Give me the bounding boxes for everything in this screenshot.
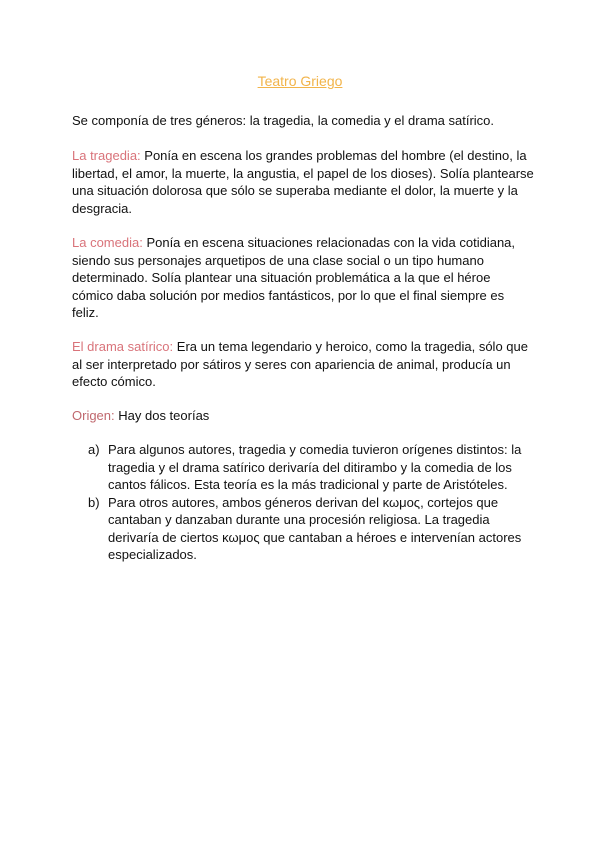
drama-satirico-text: Era un tema legendario y heroico, como la tragedia, sólo que al ser interpretado por sátiros y seres con apariencia de animal, producía un efecto cómico. [72, 339, 528, 389]
list-item-text: Para algunos autores, tragedia y comedia tuvieron orígenes distintos: la tragedia y el drama satírico derivaría del ditirambo y la comedia de los cantos fálicos. Esta teoría es la más tradicional y parte de Aristóteles. [108, 442, 522, 492]
drama-satirico-paragraph [72, 338, 534, 391]
list-item [88, 441, 534, 494]
comedia-label: La comedia: [72, 235, 143, 250]
origen-text: Hay dos teorías [114, 408, 210, 423]
list-marker: b) [88, 494, 100, 510]
origen-label: Origen: [72, 408, 115, 423]
document-title: Teatro Griego [257, 73, 343, 89]
comedia-paragraph [72, 234, 534, 322]
drama-satirico-label: El drama satírico: [72, 339, 174, 354]
list-item [88, 494, 534, 564]
theories-list [88, 441, 534, 564]
tragedia-text: Ponía en escena los grandes problemas del hombre (el destino, la libertad, el amor, la muerte, la angustia, el papel de los dioses). Solía plantearse una situación dolorosa que sólo se superaba mediante el dolor, la muerte y la desgracia. [72, 148, 534, 216]
tragedia-paragraph [72, 147, 534, 217]
comedia-text: Ponía en escena situaciones relacionadas con la vida cotidiana, siendo sus personajes arquetipos de una clase social o un tipo humano determinado. Solía plantear una situación problemática a la que el héroe cómico daba solución por medios fantásticos, por lo que el final siempre es feliz. [72, 235, 516, 320]
list-marker: a) [88, 442, 100, 457]
origen-paragraph [72, 407, 534, 425]
intro-paragraph: Se componía de tres géneros: la tragedia, la comedia y el drama satírico. [72, 113, 494, 128]
tragedia-label: La tragedia: [72, 148, 141, 163]
list-item-text: Para otros autores, ambos géneros derivan del κωμος, cortejos que cantaban y danzaban durante una procesión religiosa. La tragedia derivaría de ciertos κωμος que cantaban a héroes e intervenían actores especializados. [108, 494, 522, 562]
